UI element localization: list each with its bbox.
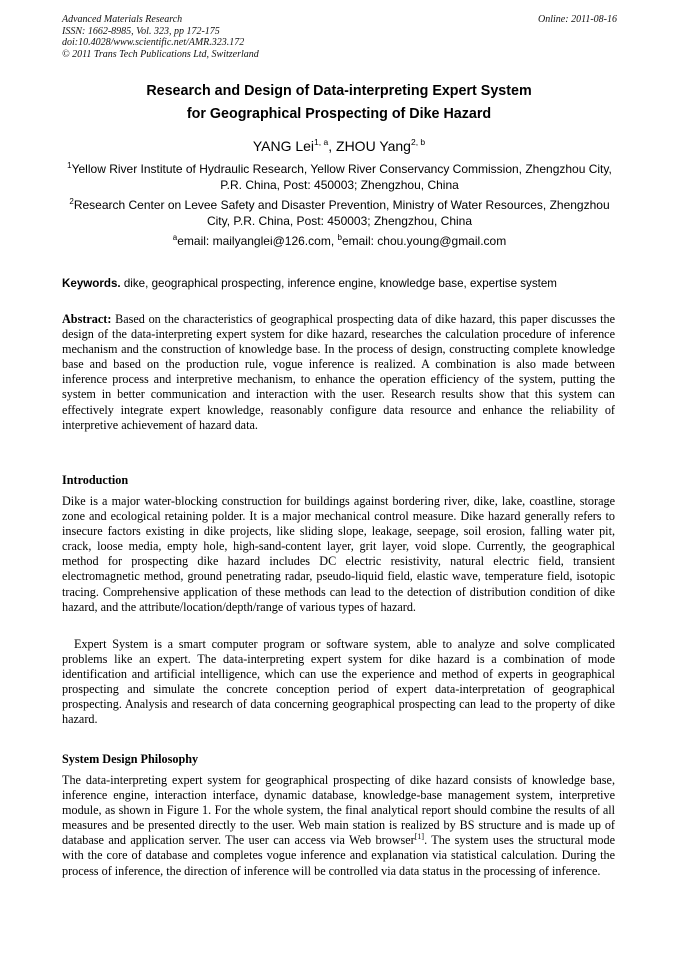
affiliation-2 — [62, 198, 617, 229]
email-b-sup: b — [337, 233, 342, 242]
emails — [62, 234, 617, 250]
introduction-heading: Introduction — [62, 473, 129, 487]
title-line-1: Research and Design of Data-interpreting Expert System — [146, 83, 532, 99]
email-a: email: mailyanglei@126.com, — [177, 234, 338, 248]
affiliation-1 — [62, 162, 617, 193]
design-paragraph-1-b: . The system uses the structural mode with the core of database and completes vogue inference and explanation via statistical calculation. During the process of inference, the direction of inference will be controlled via data status in the processing of inference. — [62, 833, 616, 878]
affiliation-1-text: Yellow River Institute of Hydraulic Research, Yellow River Conservancy Commission, Zhengzhou City, P.R. China, Post: 450003; Zhengzhou, China — [71, 162, 612, 192]
journal-header — [62, 14, 617, 60]
abstract — [62, 312, 615, 433]
introduction-paragraph-2: Expert System is a smart computer program or software system, able to analyze and solve complicated problems like an expert. The data-interpreting expert system for dike hazard is a combination of mode identification and artificial intelligence, which can use the experience and method of experts in geographical prospecting and simulate the concrete conception period of expert data-interpretation of geographical prospecting. Analysis and research of data concerning geographical prospecting can lead to the property of dike hazard. — [62, 637, 615, 727]
author-1: YANG Lei — [252, 138, 315, 154]
author-separator: , — [328, 138, 337, 154]
doi: doi:10.4028/www.scientific.net/AMR.323.172 — [62, 37, 245, 48]
design-paragraph-1-a: The data-interpreting expert system for geographical prospecting of dike hazard consists of knowledge base, inference engine, interaction interface, dynamic database, knowledge-base management system, interpretive module, as shown in Figure 1. For the whole system, the final analytical report should combine the results of all measures and be presented directly to the user. Web main station is realized by BS structure and is made up of database and application server. The user can access via Web browser — [62, 773, 615, 848]
affiliation-1-sup: 1 — [67, 161, 72, 170]
design-heading: System Design Philosophy — [62, 752, 199, 766]
author-2: ZHOU Yang — [336, 138, 411, 154]
keywords-label: Keywords. — [62, 277, 121, 290]
author-1-sup: 1, a — [314, 137, 329, 147]
keywords — [62, 276, 622, 291]
affiliation-2-text: Research Center on Levee Safety and Disaster Prevention, Ministry of Water Resources, Zhengzhou City, P.R. China, Post: 450003; Zhengzhou, China — [73, 198, 610, 228]
affiliation-2-sup: 2 — [69, 197, 74, 206]
keywords-text: dike, geographical prospecting, inference engine, knowledge base, expertise system — [120, 277, 557, 290]
issn: ISSN: 1662-8985, Vol. 323, pp 172-175 — [62, 25, 220, 37]
abstract-text: Based on the characteristics of geographical prospecting data of dike hazard, this paper discusses the design of the data-interpreting expert system for dike hazard, researches the calculation procedure of inference mechanism and the construction of knowledge base. In the process of design, constructing complete knowledge base and based on the production rule, vogue inference is realized. A combination is also made between inference process and interpretive mechanism, to enhance the operation efficiency of the system, putting the system in better communication and interaction with the user. Research results show that this system can effectively integrate expert knowledge, reasonably configure data resource and enhance the reliability of interpretive achievement of hazard data. — [62, 312, 615, 432]
email-a-sup: a — [172, 233, 178, 242]
email-b: email: chou.young@gmail.com — [341, 234, 507, 248]
paper-title — [40, 80, 638, 126]
copyright: © 2011 Trans Tech Publications Ltd, Switzerland — [62, 48, 259, 60]
abstract-label: Abstract: — [62, 312, 112, 326]
design-paragraph-1 — [62, 773, 615, 879]
author-2-sup: 2, b — [410, 137, 426, 147]
online-date: Online: 2011-08-16 — [538, 14, 617, 25]
introduction-paragraph-1: Dike is a major water-blocking construction for buildings against bordering river, dike, lake, coastline, storage zone and ecological retaining polder. It is a major mechanical control measure. Dike hazard generally refers to insecure factors existing in dike projects, like sliding slope, leakage, seepage, soil erosion, falling water pit, crack, loose media, empty hole, high-sand-content layer, grit layer, void slope. Currently, the geographical method for prospecting dike hazard includes DC electric resistivity, natural electric field, transient electromagnetic method, ground penetrating radar, pseudo-liquid field, elastic wave, temperature field, isotopic tracing. Comprehensive application of these methods can lead to the detection of distribution condition of dike hazard, and the attribute/location/depth/range of various types of hazard. — [62, 494, 615, 614]
citation-ref-1: [1] — [414, 832, 425, 842]
title-line-2: for Geographical Prospecting of Dike Hazard — [186, 106, 492, 122]
journal-name: Advanced Materials Research — [62, 14, 183, 25]
authors — [40, 136, 638, 156]
